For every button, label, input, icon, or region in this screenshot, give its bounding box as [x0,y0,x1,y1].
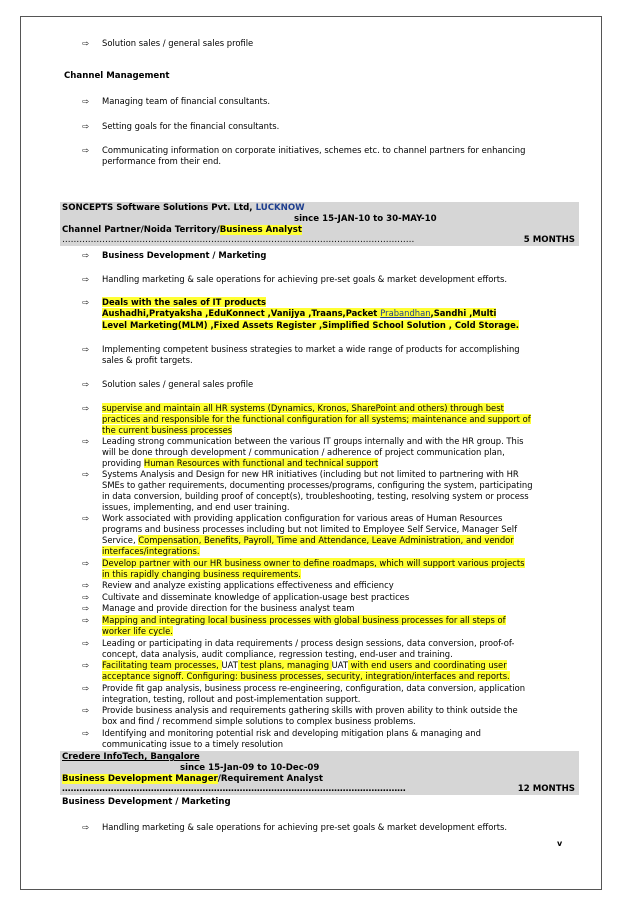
section-title: Channel Management [64,71,170,81]
arrow-icon: ⇨ [82,121,90,131]
arrow-icon: ⇨ [82,38,90,48]
arrow-icon: ⇨ [82,145,90,155]
arrow-icon: ⇨ [82,436,90,446]
arrow-icon: ⇨ [82,728,90,738]
arrow-icon: ⇨ [82,683,90,693]
arrow-icon: ⇨ [82,705,90,715]
job-dates: since 15-JAN-10 to 30-MAY-10 [294,214,437,224]
company-name: SONCEPTS Software Solutions Pvt. Ltd [62,203,250,213]
arrow-icon: ⇨ [82,379,90,389]
arrow-icon: ⇨ [82,96,90,106]
arrow-icon: ⇨ [82,558,90,568]
job-role: /Requirement Analyst [217,774,323,784]
job-duration: 5 MONTHS [523,235,575,245]
page-marker: v [557,839,563,848]
arrow-icon: ⇨ [82,297,90,307]
company-location: LUCKNOW [255,203,305,213]
job-role-highlight: Business Analyst [219,225,302,235]
dots-leader: ………………………………………………………………………………………………………… [62,784,406,794]
arrow-icon: ⇨ [82,615,90,625]
arrow-icon: ⇨ [82,592,90,602]
job-duration: 12 MONTHS [517,784,575,794]
dots-leader: …………………………………………………………………………………………………………… [62,235,415,245]
company-name: Credere InfoTech, Bangalore [62,752,200,762]
arrow-icon: ⇨ [82,469,90,479]
arrow-icon: ⇨ [82,660,90,670]
arrow-icon: ⇨ [82,344,90,354]
job-header-soncepts: SONCEPTS Software Solutions Pvt. Ltd, LUCKNOW since 15-JAN-10 to 30-MAY-10 Channel Partner/Noida Territory/Business Analyst …………………………………………………………………………………………………………… 5 MONTHS [60,202,579,246]
job-role-highlight: Business Development Manager [62,774,218,784]
arrow-icon: ⇨ [82,513,90,523]
arrow-icon: ⇨ [82,603,90,613]
section-title: Business Development / Marketing [62,797,231,807]
job-dates: since 15-Jan-09 to 10-Dec-09 [180,763,320,773]
arrow-icon: ⇨ [82,274,90,284]
arrow-icon: ⇨ [82,403,90,413]
job-role: Channel Partner/Noida Territory/ [62,225,220,235]
arrow-icon: ⇨ [82,638,90,648]
job-header-credere [60,751,579,795]
arrow-icon: ⇨ [82,250,90,260]
arrow-icon: ⇨ [82,822,90,832]
arrow-icon: ⇨ [82,580,90,590]
